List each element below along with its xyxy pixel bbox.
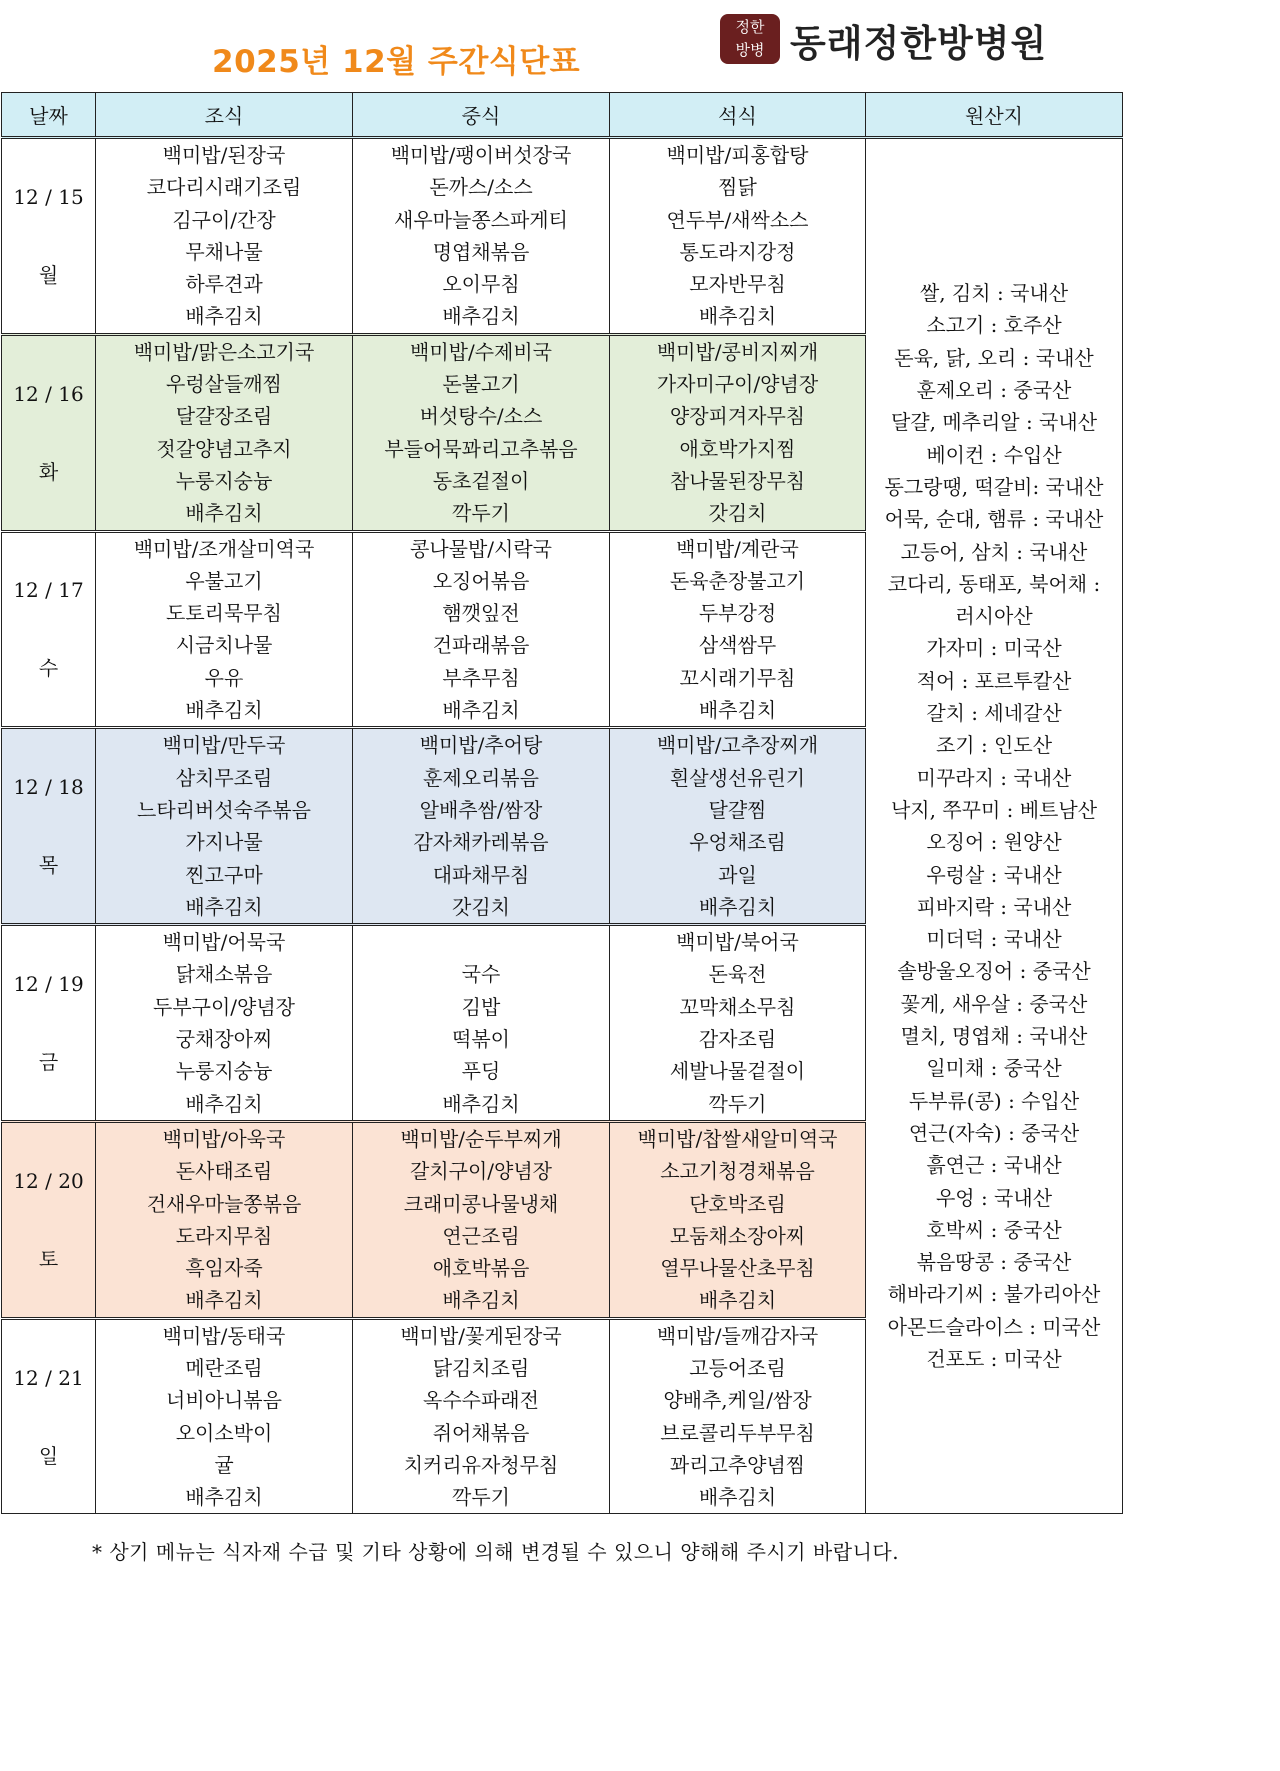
menu-item: 치커리유자청무침 (403, 1452, 559, 1477)
menu-item: 배추김치 (698, 304, 777, 329)
menu-item: 애호박볶음 (432, 1256, 530, 1281)
menu-item: 배추김치 (185, 698, 263, 723)
origin-item: 미더덕 : 국내산 (926, 927, 1062, 952)
date-cell (2, 531, 96, 728)
weekday-label: 월 (38, 262, 59, 287)
dinner-cell (610, 925, 866, 1122)
menu-item: 배추김치 (185, 501, 263, 526)
menu-item: 국수 (461, 962, 501, 987)
menu-item: 고등어조림 (689, 1355, 786, 1380)
date-label: 12 / 18 (13, 775, 84, 800)
weekday-label: 수 (38, 656, 59, 681)
menu-item: 김밥 (461, 994, 501, 1019)
menu-item: 백미밥/동태국 (162, 1323, 286, 1348)
menu-item: 알배추쌈/쌈장 (419, 797, 543, 822)
menu-item: 두부강정 (698, 601, 777, 626)
weekday-label: 토 (38, 1246, 59, 1271)
dinner-cell (610, 334, 866, 531)
menu-item: 배추김치 (442, 1288, 520, 1313)
breakfast-cell (96, 728, 353, 925)
origin-item: 솔방울오징어 : 중국산 (897, 959, 1091, 984)
date-label: 12 / 20 (13, 1168, 84, 1193)
menu-item: 메란조림 (185, 1355, 263, 1380)
menu-item: 꼬막채소무침 (679, 994, 796, 1019)
date-label: 12 / 16 (13, 381, 84, 406)
origin-item: 훈제오리 : 중국산 (916, 378, 1072, 403)
menu-item: 갓김치 (452, 894, 510, 919)
menu-item: 배추김치 (698, 1288, 777, 1313)
dinner-cell (610, 1121, 866, 1318)
menu-item: 백미밥/순두부찌개 (400, 1126, 562, 1151)
menu-item: 찐고구마 (185, 862, 263, 887)
menu-item: 깍두기 (452, 501, 510, 526)
menu-item: 돈까스/소스 (429, 175, 533, 200)
origin-item: 흙연근 : 국내산 (926, 1153, 1062, 1178)
breakfast-cell (96, 138, 353, 335)
menu-item: 배추김치 (442, 304, 520, 329)
menu-item: 햄깻잎전 (442, 601, 520, 626)
dinner-cell (610, 728, 866, 925)
origin-item: 코다리, 동태포, 북어채 : (887, 571, 1101, 596)
origin-item: 동그랑땡, 떡갈비: 국내산 (884, 474, 1104, 499)
date-label: 12 / 15 (13, 184, 84, 209)
menu-item: 떡볶이 (452, 1027, 510, 1052)
menu-item: 양장피겨자무침 (669, 404, 806, 429)
date-label: 12 / 21 (13, 1365, 84, 1390)
origin-item: 쌀, 김치 : 국내산 (919, 281, 1069, 306)
origin-item: 러시아산 (955, 604, 1033, 629)
menu-item: 백미밥/수제비국 (410, 339, 552, 364)
menu-item: 코다리시래기조림 (146, 175, 302, 200)
origin-item: 우렁살 : 국내산 (926, 862, 1062, 887)
menu-item: 백미밥/피홍합탕 (666, 143, 809, 167)
menu-item: 대파채무침 (432, 862, 530, 887)
weekday-label: 일 (38, 1443, 59, 1468)
menu-item: 백미밥/꽃게된장국 (400, 1323, 562, 1348)
menu-body (2, 138, 1123, 1514)
menu-item: 모자반무침 (689, 272, 786, 297)
date-cell (2, 1121, 96, 1318)
menu-item: 시금치나물 (175, 633, 273, 658)
menu-item: 백미밥/아욱국 (162, 1126, 286, 1151)
header-dinner: 석식 (610, 93, 866, 138)
footnote: * 상기 메뉴는 식자재 수급 및 기타 상황에 의해 변경될 수 있으니 양해해 주시기 바랍니다. (92, 1540, 900, 1564)
menu-item: 무채나물 (185, 239, 263, 264)
origin-item: 멸치, 명엽채 : 국내산 (900, 1024, 1088, 1049)
menu-item: 단호박조림 (689, 1191, 786, 1216)
menu-item: 배추김치 (185, 1288, 263, 1313)
menu-item: 배추김치 (698, 1485, 777, 1510)
menu-item: 닭채소볶음 (175, 962, 273, 987)
date-cell (2, 334, 96, 531)
menu-item: 버섯탕수/소스 (419, 404, 543, 429)
menu-item: 배추김치 (185, 894, 263, 919)
menu-item: 백미밥/팽이버섯장국 (390, 143, 572, 167)
origin-item: 미꾸라지 : 국내산 (916, 765, 1072, 790)
origin-item: 두부류(콩) : 수입산 (908, 1088, 1080, 1113)
menu-item: 깍두기 (452, 1485, 510, 1510)
menu-item: 백미밥/된장국 (162, 143, 286, 167)
logo-text-bottom: 방병 (735, 41, 765, 59)
menu-item: 배추김치 (698, 894, 777, 919)
menu-item: 오징어볶음 (432, 568, 530, 593)
hospital-name: 동래정한방병원 (790, 22, 1048, 65)
breakfast-cell (96, 334, 353, 531)
menu-item: 연두부/새싹소스 (666, 207, 809, 232)
origin-item: 베이컨 : 수입산 (926, 442, 1062, 467)
date-label: 12 / 17 (13, 578, 84, 603)
menu-item: 과일 (718, 862, 757, 887)
menu-item: 오이무침 (442, 272, 520, 297)
menu-item: 크래미콩나물냉채 (403, 1191, 559, 1216)
dinner-cell (610, 138, 866, 335)
header-row (2, 93, 1123, 138)
menu-item: 감자채카레볶음 (413, 830, 549, 855)
menu-item: 배추김치 (185, 304, 263, 329)
menu-item: 달걀찜 (708, 797, 767, 822)
menu-item: 흑임자죽 (185, 1256, 263, 1281)
breakfast-cell (96, 925, 353, 1122)
menu-item: 젓갈양념고추지 (156, 436, 292, 461)
origin-item: 고등어, 삼치 : 국내산 (900, 539, 1088, 564)
origin-item: 낙지, 쭈꾸미 : 베트남산 (890, 797, 1098, 822)
dinner-cell (610, 531, 866, 728)
menu-item: 느타리버섯숙주볶음 (137, 797, 311, 822)
menu-item: 열무나물산초무침 (660, 1256, 815, 1281)
menu-item: 돈사태조림 (175, 1159, 273, 1184)
menu-item: 통도라지강정 (679, 239, 796, 264)
menu-item: 삼색쌈무 (698, 633, 777, 658)
origin-item: 어묵, 순대, 햄류 : 국내산 (884, 507, 1104, 532)
menu-item: 갈치구이/양념장 (410, 1159, 552, 1184)
lunch-cell (353, 1121, 610, 1318)
menu-item: 배추김치 (185, 1091, 263, 1116)
weekly-menu-table (1, 92, 1123, 1514)
menu-item: 세발나물겉절이 (669, 1059, 806, 1084)
header-breakfast: 조식 (96, 93, 353, 138)
menu-item: 너비아니볶음 (166, 1388, 282, 1413)
menu-item: 모둠채소장아찌 (669, 1223, 806, 1248)
menu-item: 부들어묵꽈리고추볶음 (384, 436, 578, 461)
menu-item: 백미밥/추어탕 (419, 733, 543, 758)
header-origin: 원산지 (866, 93, 1123, 138)
origin-item: 우엉 : 국내산 (935, 1185, 1053, 1210)
menu-item: 연근조림 (442, 1223, 520, 1248)
date-label: 12 / 19 (13, 972, 84, 997)
menu-item: 누룽지숭늉 (175, 1059, 273, 1084)
menu-item: 배추김치 (442, 1091, 520, 1116)
origin-item: 호박씨 : 중국산 (926, 1217, 1062, 1242)
menu-item: 가지나물 (185, 830, 263, 855)
menu-item: 애호박가지찜 (679, 436, 796, 461)
menu-item: 귤 (214, 1452, 234, 1477)
origin-item: 돈육, 닭, 오리 : 국내산 (894, 345, 1094, 370)
menu-item: 옥수수파래전 (423, 1388, 539, 1413)
weekday-label: 금 (38, 1050, 59, 1075)
origin-item: 조기 : 인도산 (935, 733, 1053, 758)
menu-item: 참나물된장무침 (669, 468, 806, 493)
menu-item: 백미밥/어묵국 (162, 930, 286, 955)
menu-item: 궁채장아찌 (175, 1027, 273, 1052)
menu-item: 돈불고기 (442, 372, 520, 397)
menu-item: 백미밥/고추장찌개 (656, 733, 819, 758)
menu-item: 삼치무조림 (175, 765, 273, 790)
dinner-cell (610, 1318, 866, 1514)
header-lunch: 중식 (353, 93, 610, 138)
menu-item: 백미밥/조개살미역국 (133, 536, 315, 561)
menu-item: 백미밥/계란국 (676, 536, 799, 561)
menu-item: 건새우마늘쫑볶음 (146, 1191, 302, 1216)
menu-item: 백미밥/들깨감자국 (656, 1323, 819, 1348)
origin-item: 연근(자숙) : 중국산 (908, 1120, 1080, 1145)
origin-item: 가자미 : 미국산 (926, 636, 1062, 661)
origin-item: 갈치 : 세네갈산 (926, 701, 1062, 726)
date-cell (2, 138, 96, 335)
menu-item: 김구이/간장 (172, 207, 276, 232)
menu-item: 꽈리고추양념찜 (669, 1452, 806, 1477)
menu-item: 갓김치 (708, 501, 767, 526)
menu-item: 소고기청경채볶음 (660, 1159, 815, 1184)
menu-item: 돈육춘장불고기 (669, 568, 806, 593)
origin-cell (866, 138, 1123, 1514)
menu-item: 배추김치 (442, 698, 520, 723)
breakfast-cell (96, 1318, 353, 1514)
menu-item: 백미밥/북어국 (676, 930, 799, 955)
menu-item: 감자조림 (698, 1027, 777, 1052)
menu-item: 닭김치조림 (432, 1355, 530, 1380)
menu-item: 양배추,케일/쌈장 (663, 1388, 812, 1413)
origin-item: 소고기 : 호주산 (926, 313, 1062, 338)
lunch-cell (353, 1318, 610, 1514)
lunch-cell (353, 728, 610, 925)
menu-item: 달걀장조림 (175, 404, 273, 429)
menu-item: 꼬시래기무침 (679, 665, 796, 690)
origin-item: 달걀, 메추리알 : 국내산 (890, 410, 1098, 435)
weekday-label: 화 (38, 459, 59, 484)
day-row (2, 138, 1123, 335)
date-cell (2, 1318, 96, 1514)
menu-item: 브로콜리두부무침 (660, 1420, 815, 1445)
menu-item: 가자미구이/양념장 (656, 372, 819, 397)
origin-item: 해바라기씨 : 불가리아산 (887, 1282, 1101, 1307)
origin-item: 일미채 : 중국산 (926, 1056, 1062, 1081)
menu-item: 두부구이/양념장 (153, 994, 295, 1019)
lunch-cell (353, 925, 610, 1122)
menu-item: 우엉채조림 (689, 830, 786, 855)
menu-item: 오이소박이 (175, 1420, 273, 1445)
menu-item: 동초겉절이 (432, 468, 530, 493)
origin-item: 피바지락 : 국내산 (916, 894, 1072, 919)
header-date: 날짜 (2, 93, 96, 138)
origin-item: 아몬드슬라이스 : 미국산 (887, 1314, 1101, 1339)
origin-item: 건포도 : 미국산 (926, 1346, 1062, 1371)
menu-item: 도토리묵무침 (166, 601, 282, 626)
menu-item: 백미밥/찹쌀새알미역국 (637, 1126, 838, 1151)
hospital-logo (720, 14, 780, 64)
lunch-cell (353, 334, 610, 531)
menu-item: 하루견과 (185, 272, 263, 297)
breakfast-cell (96, 531, 353, 728)
page-title: 2025년 12월 주간식단표 (212, 44, 581, 80)
menu-item: 백미밥/콩비지찌개 (656, 339, 819, 364)
menu-item: 건파래볶음 (432, 633, 530, 658)
menu-item: 누룽지숭늉 (175, 468, 273, 493)
menu-item: 쥐어채볶음 (432, 1420, 530, 1445)
weekday-label: 목 (38, 853, 59, 878)
menu-item: 돈육전 (708, 962, 767, 987)
origin-item: 적어 : 포르투칼산 (916, 668, 1072, 693)
menu-item: 흰살생선유린기 (669, 765, 806, 790)
menu-item: 깍두기 (708, 1091, 767, 1116)
menu-item: 콩나물밥/시락국 (410, 536, 552, 561)
origin-item: 볶음땅콩 : 중국산 (916, 1250, 1072, 1275)
date-cell (2, 728, 96, 925)
menu-item: 훈제오리볶음 (423, 765, 539, 790)
menu-item: 배추김치 (185, 1485, 263, 1510)
menu-item: 부추무침 (442, 665, 520, 690)
logo-text-top: 정한 (735, 18, 765, 36)
lunch-cell (353, 531, 610, 728)
origin-item: 오징어 : 원양산 (926, 830, 1062, 855)
date-cell (2, 925, 96, 1122)
menu-item: 푸딩 (461, 1059, 501, 1084)
menu-item: 찜닭 (718, 175, 757, 200)
breakfast-cell (96, 1121, 353, 1318)
menu-item: 도라지무침 (175, 1223, 273, 1248)
menu-item: 우불고기 (185, 568, 263, 593)
menu-item: 명엽채볶음 (432, 239, 530, 264)
menu-item: 우유 (204, 665, 244, 690)
origin-item: 꽃게, 새우살 : 중국산 (900, 991, 1088, 1016)
lunch-cell (353, 138, 610, 335)
menu-item (353, 926, 609, 958)
menu-item: 배추김치 (698, 698, 777, 723)
menu-item: 새우마늘쫑스파게티 (394, 207, 568, 232)
menu-item: 백미밥/맑은소고기국 (133, 339, 315, 364)
menu-item: 우렁살들깨찜 (166, 372, 282, 397)
menu-item: 백미밥/만두국 (162, 733, 286, 758)
